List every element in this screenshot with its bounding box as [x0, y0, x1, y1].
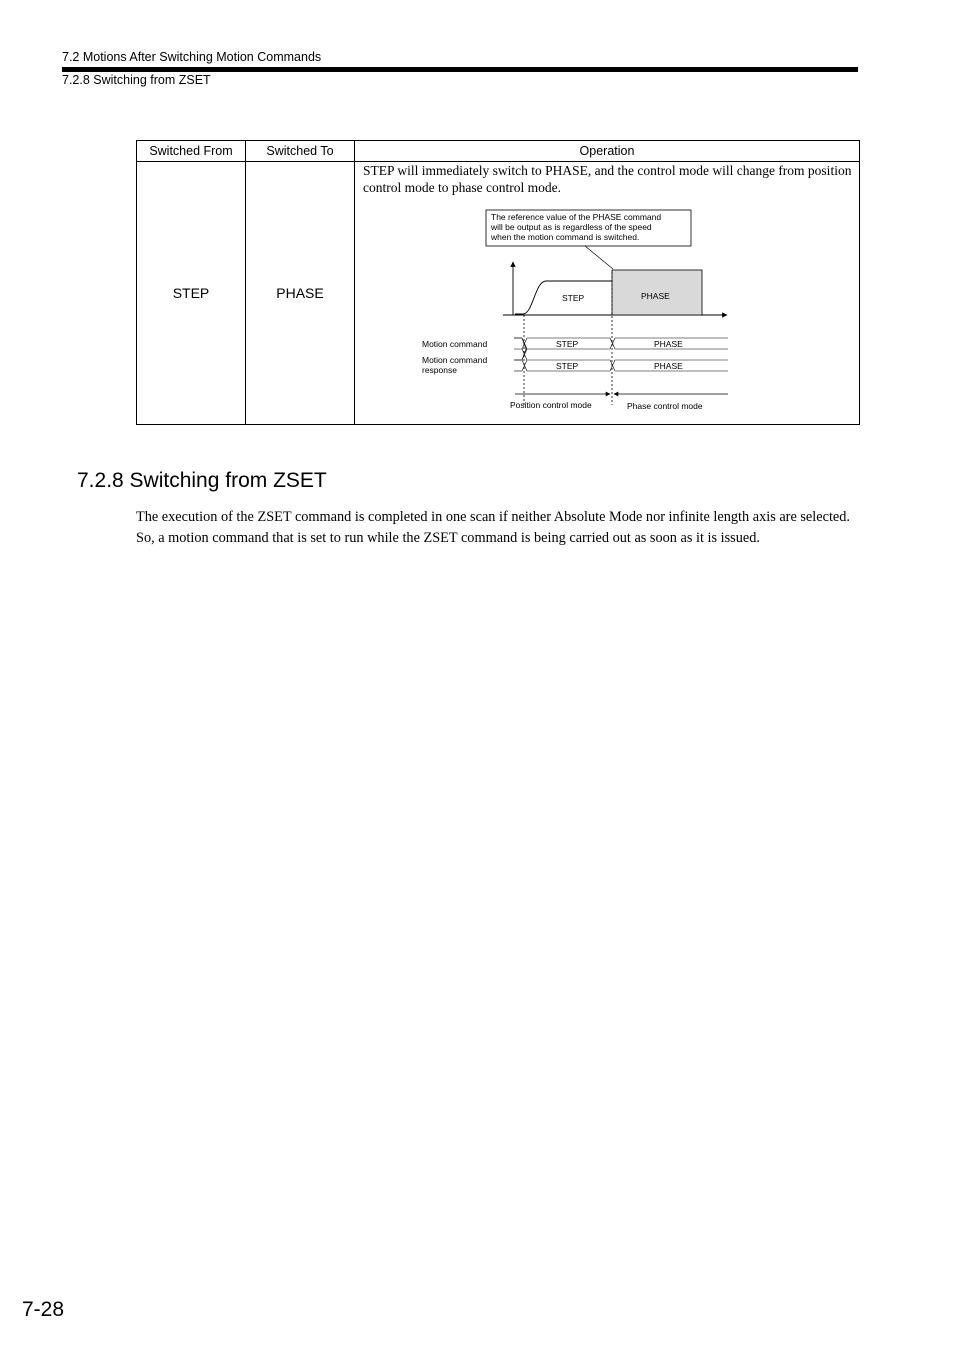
row2-phase-value: PHASE: [654, 361, 683, 371]
page-number: 7-28: [22, 1298, 65, 1321]
callout-leader: [585, 246, 613, 269]
table-row: [137, 162, 860, 425]
header-rule: [62, 67, 858, 72]
row2-step-value: STEP: [556, 361, 579, 371]
table-header-row: [137, 141, 860, 162]
section-body: The execution of the ZSET command is completed in one scan if neither Absolute Mode nor infinite length axis are selected. So, a motion command that is set to run while the ZSET command is being carried out as soon as it is issued.: [136, 509, 850, 546]
timing-diagram: [355, 162, 858, 424]
row2-label-line: response: [422, 365, 457, 375]
callout-line: when the motion command is switched.: [491, 232, 640, 242]
graph-step-label: STEP: [562, 293, 585, 303]
switching-table: [136, 140, 860, 425]
operation-description: STEP will immediately switch to PHASE, and the control mode will change from position control mode to phase control mode.: [363, 163, 852, 195]
phase-mode-label: Phase control mode: [627, 401, 703, 411]
row1-phase-value: PHASE: [654, 339, 683, 349]
section-heading: 7.2.8 Switching from ZSET: [77, 469, 327, 492]
position-mode-label: Position control mode: [510, 400, 592, 410]
col-header-switched-to: Switched To: [246, 141, 355, 162]
running-header-section: 7.2 Motions After Switching Motion Commands: [62, 50, 322, 64]
cell-operation: [355, 162, 860, 425]
col-header-operation: Operation: [355, 141, 860, 162]
callout-line: The reference value of the PHASE command: [491, 212, 662, 222]
row1-step-value: STEP: [556, 339, 579, 349]
cell-switched-from: STEP: [137, 162, 246, 425]
col-header-switched-from: Switched From: [137, 141, 246, 162]
row2-label-line: Motion command: [422, 355, 488, 365]
running-header-subsection: 7.2.8 Switching from ZSET: [62, 73, 211, 87]
graph-phase-label: PHASE: [641, 291, 670, 301]
cell-switched-to: PHASE: [246, 162, 355, 425]
callout-line: will be output as is regardless of the speed: [491, 222, 652, 232]
row1-bus: [514, 338, 527, 360]
row1-label: Motion command: [422, 339, 488, 349]
